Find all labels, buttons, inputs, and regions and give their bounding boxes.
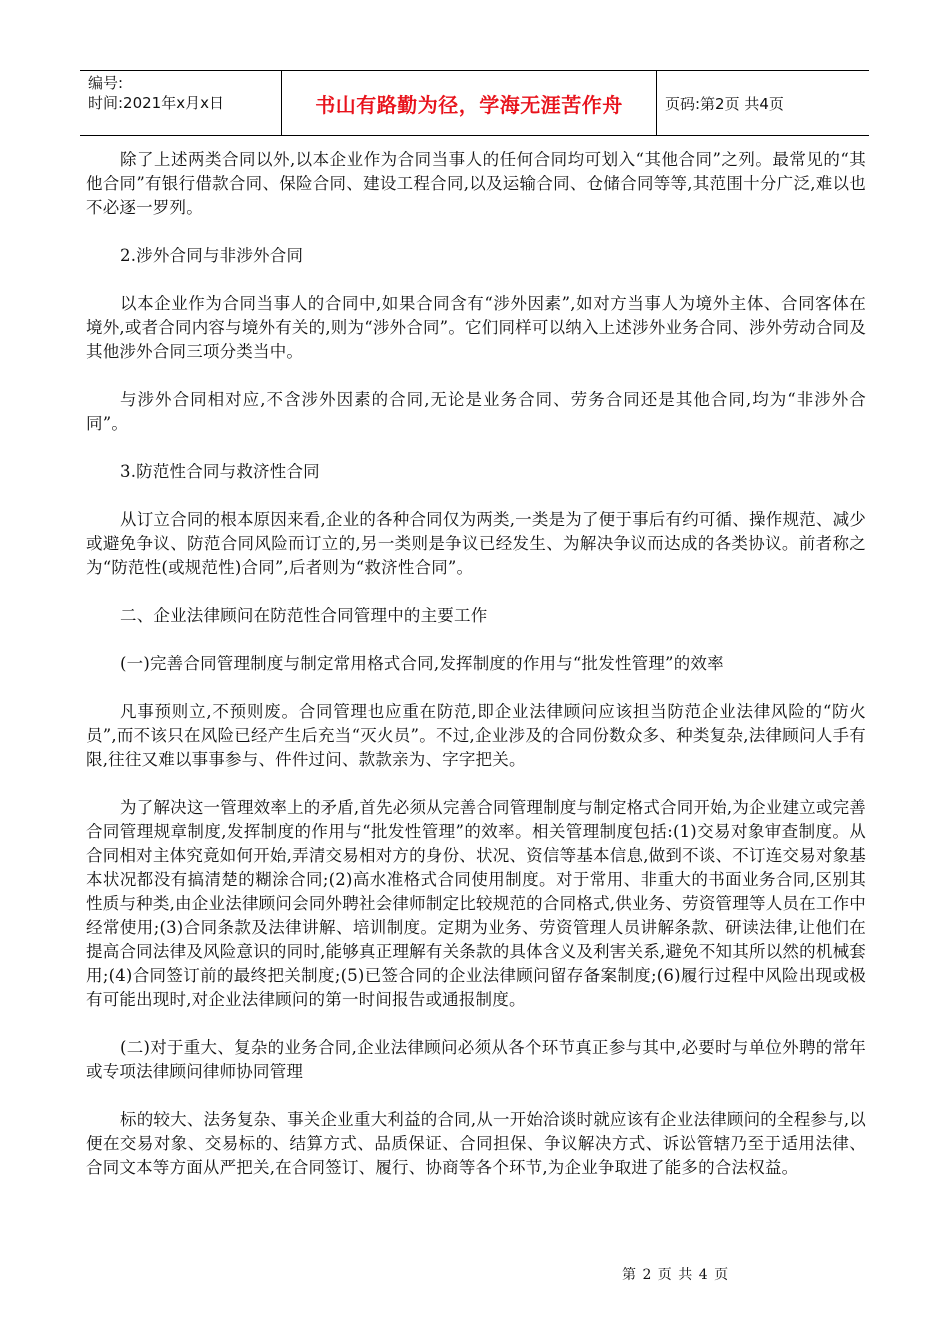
document-body	[86, 148, 866, 1204]
paragraph: 从订立合同的根本原因来看,企业的各种合同仅为两类,一类是为了便于事后有约可循、操作规范、减少或避免争议、防范合同风险而订立的,另一类则是争议已经发生、为解决争议而达成的各类协议。前者称之为“防范性(或规范性)合同”,后者则为“救济性合同”。	[86, 510, 866, 577]
paragraph: 与涉外合同相对应,不含涉外因素的合同,无论是业务合同、劳务合同还是其他合同,均为“非涉外合同”。	[86, 390, 866, 433]
subsection-heading: (一)完善合同管理制度与制定常用格式合同,发挥制度的作用与“批发性管理”的效率	[120, 654, 724, 673]
paragraph: 凡事预则立,不预则废。合同管理也应重在防范,即企业法律顾问应该担当防范企业法律风险的“防火员”,而不该只在风险已经产生后充当“灭火员”。不过,企业涉及的合同份数众多、种类复杂,法律顾问人手有限,往往又难以事事参与、件件过问、款款亲为、字字把关。	[86, 702, 866, 769]
subsection-heading: (二)对于重大、复杂的业务合同,企业法律顾问必须从各个环节真正参与其中,必要时与单位外聘的常年或专项法律顾问律师协同管理	[86, 1038, 866, 1081]
header-page-code: 页码:第2页 共4页	[665, 94, 784, 113]
document-header	[80, 70, 869, 136]
page-footer: 第 2 页 共 4 页	[622, 1267, 730, 1283]
section-heading: 3.防范性合同与救济性合同	[120, 462, 320, 481]
paragraph: 标的较大、法务复杂、事关企业重大利益的合同,从一开始洽谈时就应该有企业法律顾问的全程参与,以便在交易对象、交易标的、结算方式、品质保证、合同担保、争议解决方式、诉讼管辖乃至于适用法律、合同文本等方面从严把关,在合同签订、履行、协商等各个环节,为企业争取进了能多的合法权益。	[86, 1110, 866, 1177]
section-heading: 二、企业法律顾问在防范性合同管理中的主要工作	[120, 606, 488, 625]
paragraph: 除了上述两类合同以外,以本企业作为合同当事人的任何合同均可划入“其他合同”之列。最常见的“其他合同”有银行借款合同、保险合同、建设工程合同,以及运输合同、仓储合同等等,其范围十分广泛,难以也不必逐一罗列。	[86, 150, 866, 217]
header-meta	[80, 71, 282, 135]
document-number-label: 编号:	[88, 74, 124, 92]
paragraph: 以本企业作为合同当事人的合同中,如果合同含有“涉外因素”,如对方当事人为境外主体、合同客体在境外,或者合同内容与境外有关的,则为“涉外合同”。它们同样可以纳入上述涉外业务合同、涉外劳动合同及其他涉外合同三项分类当中。	[86, 294, 866, 361]
section-heading: 2.涉外合同与非涉外合同	[120, 246, 304, 265]
header-motto: 书山有路勤为径，学海无涯苦作舟	[282, 71, 657, 135]
document-time-label: 时间:2021年x月x日	[88, 94, 224, 112]
paragraph: 为了解决这一管理效率上的矛盾,首先必须从完善合同管理制度与制定格式合同开始,为企业建立或完善合同管理规章制度,发挥制度的作用与“批发性管理”的效率。相关管理制度包括:(1)交易对象审查制度。从合同相对主体究竟如何开始,弄清交易相对方的身份、状况、资信等基本信息,做到不谈、不订连交易对象基本状况都没有搞清楚的糊涂合同;(2)高水准格式合同使用制度。对于常用、非重大的书面业务合同,区别其性质与种类,由企业法律顾问会同外聘社会律师制定比较规范的合同格式,供业务、劳资管理等人员在工作中经常使用;(3)合同条款及法律讲解、培训制度。定期为业务、劳资管理人员讲解条款、研读法律,让他们在提高合同法律及风险意识的同时,能够真正理解有关条款的具体含义及利害关系,避免不知其所以然的机械套用;(4)合同签订前的最终把关制度;(5)已签合同的企业法律顾问留存备案制度;(6)履行过程中风险出现或极有可能出现时,对企业法律顾问的第一时间报告或通报制度。	[86, 798, 866, 1009]
